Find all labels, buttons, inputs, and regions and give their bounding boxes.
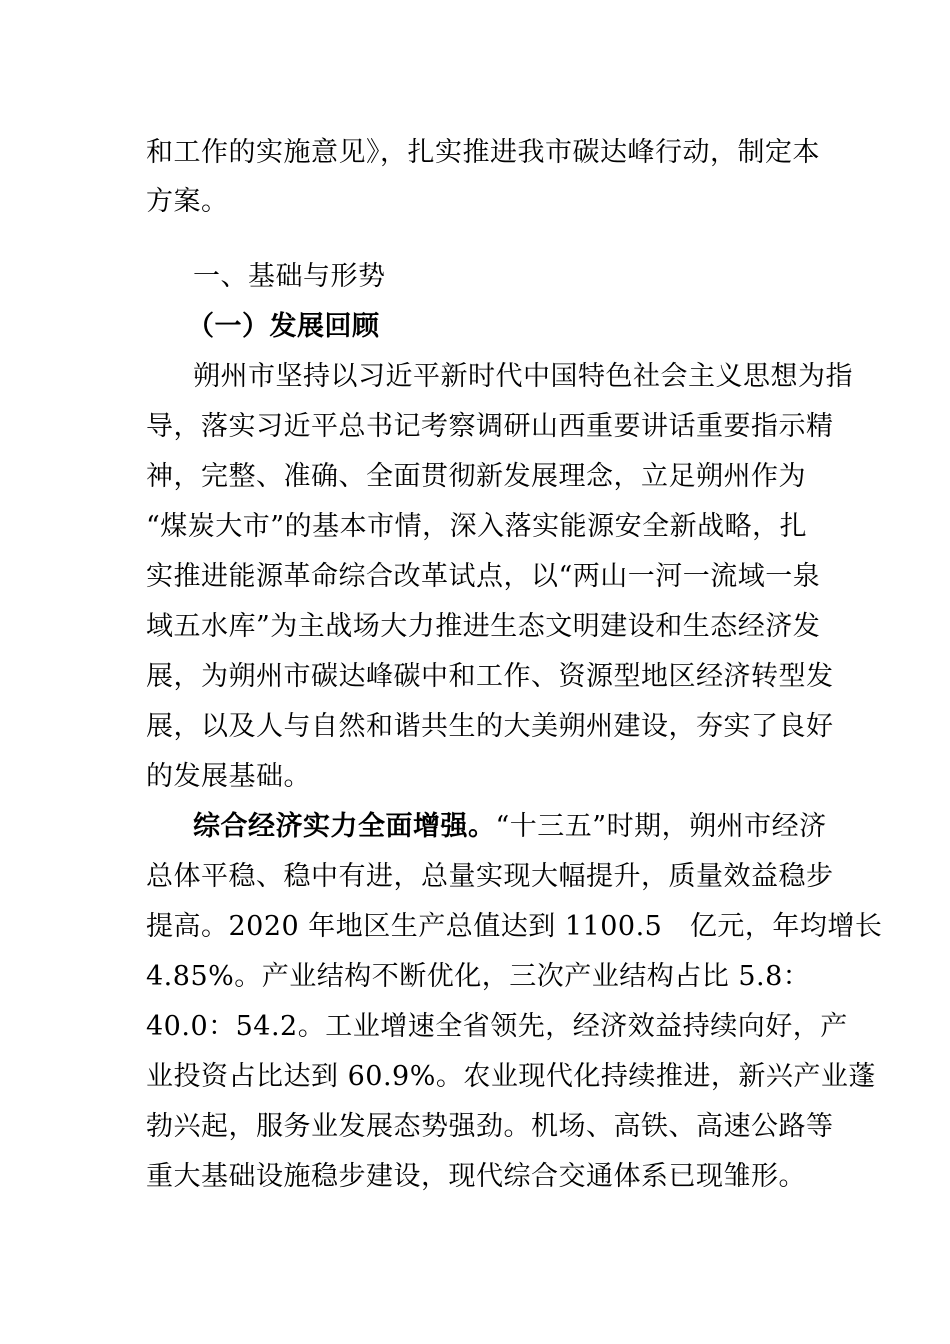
paragraph1-line-2: 导，落实习近平总书记考察调研山西重要讲话重要指示精 bbox=[146, 411, 834, 442]
paragraph2-line-2: 总体平稳、稳中有进，总量实现大幅提升，质量效益稳步 bbox=[146, 861, 834, 892]
paragraph2-lead: 综合经济实力全面增强。 bbox=[193, 811, 496, 842]
paragraph1-line-9: 的发展基础。 bbox=[146, 761, 311, 792]
paragraph2-line-7: 勃兴起，服务业发展态势强劲。机场、高铁、高速公路等 bbox=[146, 1111, 834, 1142]
intro-line-2: 方案。 bbox=[146, 186, 229, 217]
subsection-heading: （一）发展回顾 bbox=[187, 311, 380, 342]
paragraph1-line-7: 展，为朔州市碳达峰碳中和工作、资源型地区经济转型发 bbox=[146, 661, 834, 692]
paragraph1-line-8: 展，以及人与自然和谐共生的大美朔州建设，夯实了良好 bbox=[146, 711, 834, 742]
paragraph1-line-4: “煤炭大市”的基本市情，深入落实能源安全新战略，扎 bbox=[146, 511, 808, 542]
paragraph1-line-6: 域五水库”为主战场大力推进生态文明建设和生态经济发 bbox=[146, 611, 821, 642]
section-heading: 一、基础与形势 bbox=[193, 261, 386, 292]
paragraph2-line-4: 4.85%。产业结构不断优化，三次产业结构占比 5.8： bbox=[146, 961, 811, 992]
paragraph1-line-3: 神，完整、准确、全面贯彻新发展理念，立足朔州作为 bbox=[146, 461, 806, 492]
paragraph2-line-1 bbox=[193, 810, 950, 844]
paragraph2-line-8: 重大基础设施稳步建设，现代综合交通体系已现雏形。 bbox=[146, 1161, 806, 1192]
intro-line-1: 和工作的实施意见》，扎实推进我市碳达峰行动，制定本 bbox=[146, 137, 820, 168]
paragraph2-line-1-rest: “十三五”时期，朔州市经济 bbox=[495, 811, 827, 842]
paragraph2-line-6: 业投资占比达到 60.9%。农业现代化持续推进，新兴产业蓬 bbox=[146, 1061, 876, 1092]
paragraph2-line-5: 40.0：54.2。工业增速全省领先，经济效益持续向好，产 bbox=[146, 1011, 848, 1042]
paragraph1-line-1: 朔州市坚持以习近平新时代中国特色社会主义思想为指 bbox=[193, 361, 853, 392]
paragraph2-line-3: 提高。2020 年地区生产总值达到 1100.5 亿元，年均增长 bbox=[146, 911, 883, 942]
paragraph1-line-5: 实推进能源革命综合改革试点，以“两山一河一流域一泉 bbox=[146, 561, 821, 592]
